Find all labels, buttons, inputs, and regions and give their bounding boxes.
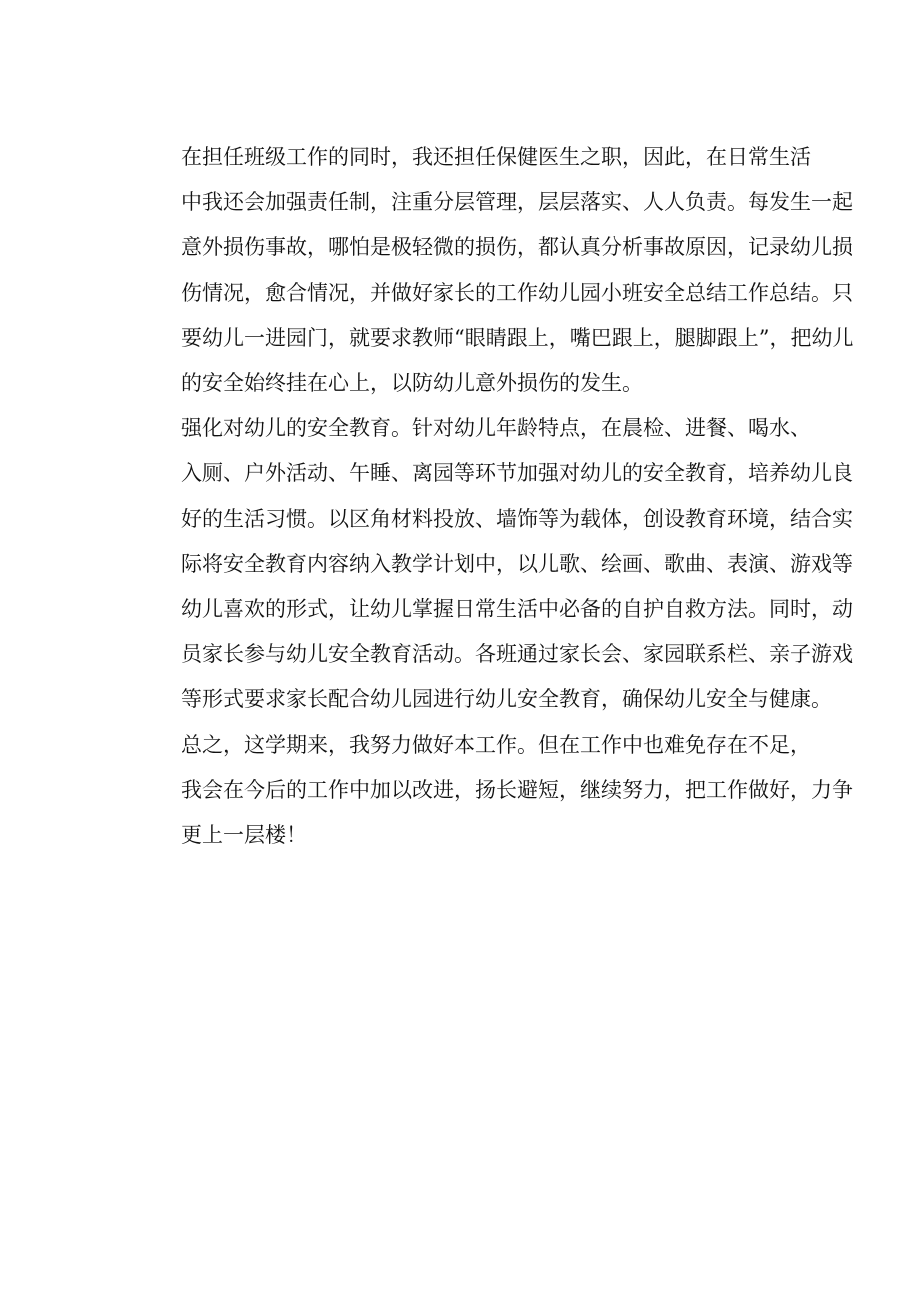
- paragraph-line: 的安全始终挂在心上，以防幼儿意外损伤的发生。: [181, 371, 643, 396]
- paragraph-line: 我会在今后的工作中加以改进，扬长避短，继续努力，把工作做好，力争: [181, 777, 853, 802]
- paragraph-line: 入厕、户外活动、午睡、离园等环节加强对幼儿的安全教育，培养幼儿良: [181, 461, 853, 486]
- paragraph-line: 要幼儿一进园门，就要求教师“眼睛跟上，嘴巴跟上，腿脚跟上”，把幼儿: [181, 325, 854, 350]
- paragraph-2: [139, 406, 853, 722]
- paragraph-line: 好的生活习惯。以区角材料投放、墙饰等为载体，创设教育环境，结合实: [181, 506, 853, 531]
- paragraph-1: [139, 135, 854, 406]
- document-body: [139, 135, 854, 858]
- paragraph-line: 际将安全教育内容纳入教学计划中，以儿歌、绘画、歌曲、表演、游戏等: [181, 551, 853, 576]
- paragraph-line: 更上一层楼！: [181, 823, 307, 848]
- paragraph-3: [139, 723, 853, 859]
- paragraph-line: 意外损伤事故，哪怕是极轻微的损伤，都认真分析事故原因，记录幼儿损: [181, 235, 853, 260]
- paragraph-line: 在担任班级工作的同时，我还担任保健医生之职，因此，在日常生活: [181, 145, 811, 169]
- paragraph-line: 幼儿喜欢的形式，让幼儿掌握日常生活中必备的自护自救方法。同时，动: [181, 597, 853, 622]
- paragraph-line: 强化对幼儿的安全教育。针对幼儿年龄特点，在晨检、进餐、喝水、: [181, 416, 811, 441]
- paragraph-line: 员家长参与幼儿安全教育活动。各班通过家长会、家园联系栏、亲子游戏: [181, 642, 853, 667]
- paragraph-line: 中我还会加强责任制，注重分层管理，层层落实、人人负责。每发生一起: [181, 190, 853, 215]
- paragraph-line: 伤情况，愈合情况，并做好家长的工作幼儿园小班安全总结工作总结。只: [181, 280, 853, 305]
- paragraph-line: 等形式要求家长配合幼儿园进行幼儿安全教育，确保幼儿安全与健康。: [181, 687, 832, 712]
- paragraph-line: 总之，这学期来，我努力做好本工作。但在工作中也难免存在不足，: [181, 732, 811, 757]
